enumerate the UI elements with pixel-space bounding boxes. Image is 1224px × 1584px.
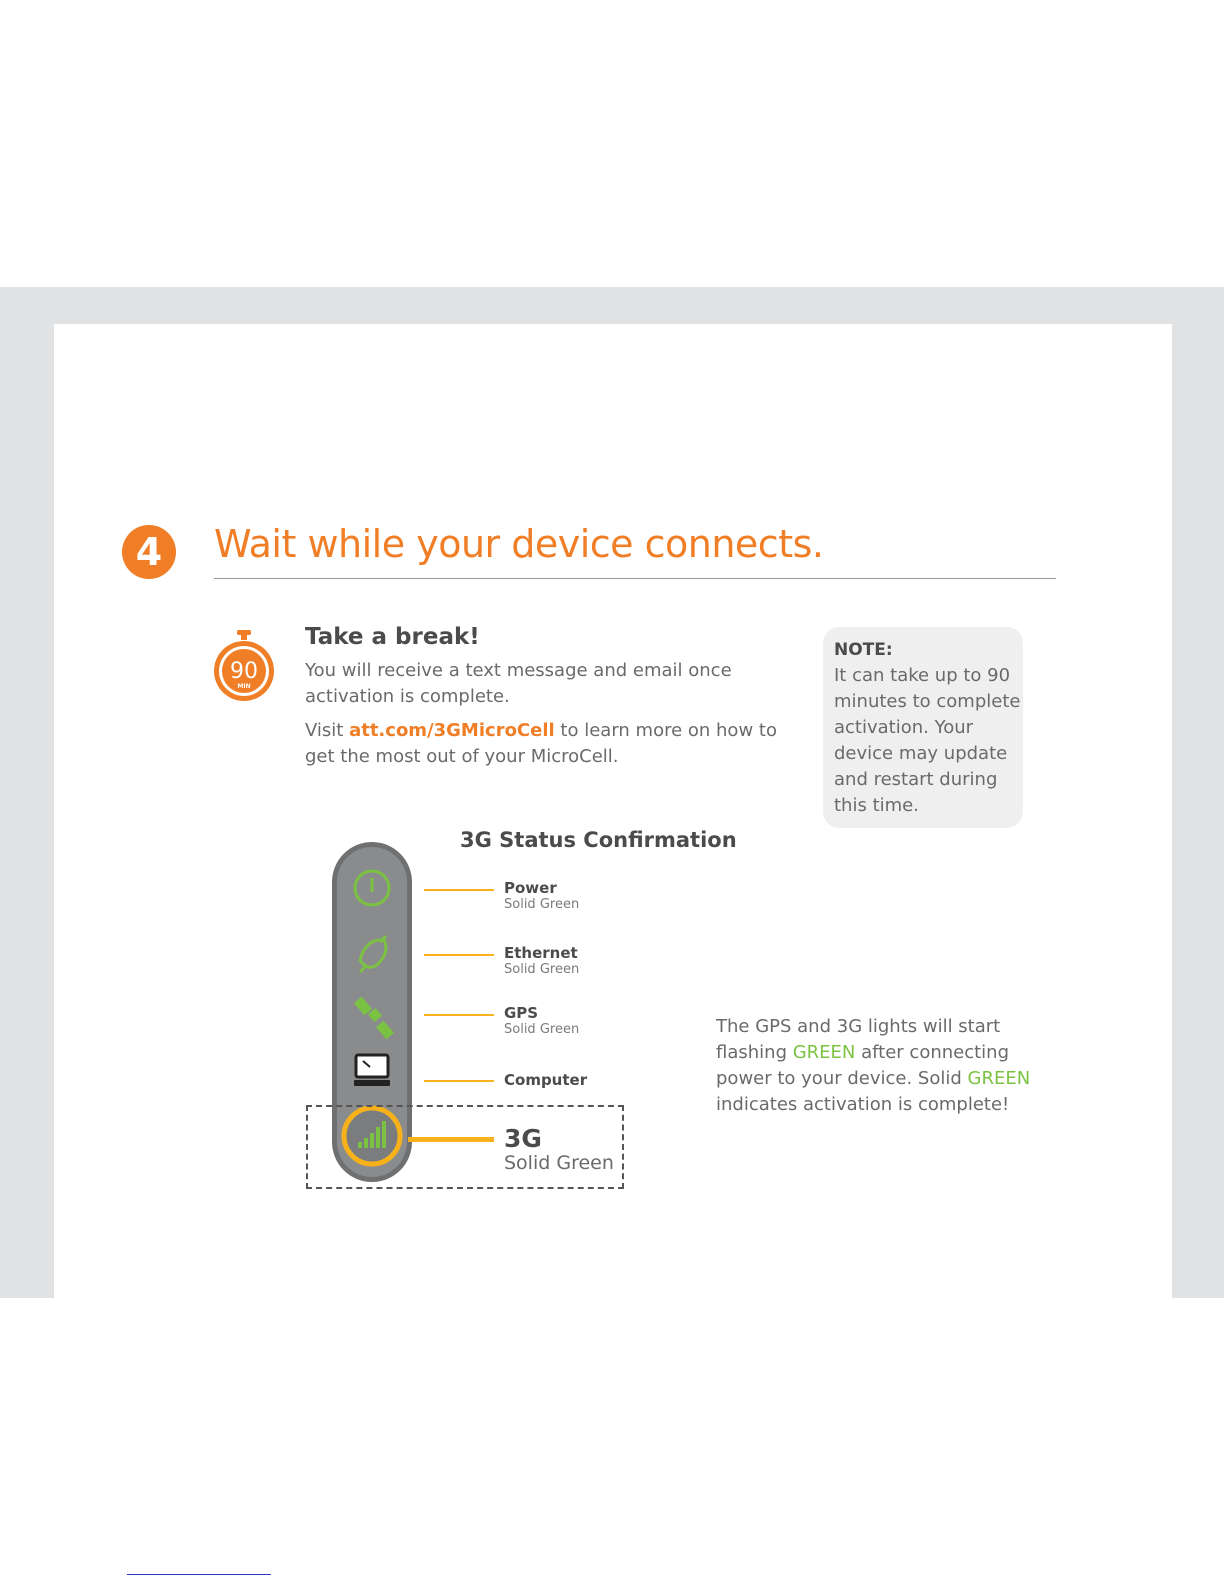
note-line: this time. [834, 795, 919, 816]
green-word: GREEN [967, 1068, 1031, 1089]
green-word: GREEN [792, 1042, 856, 1063]
title-divider [214, 578, 1056, 579]
microcell-link[interactable]: att.com/3GMicroCell [349, 720, 555, 741]
light-name: GPS [504, 1004, 539, 1022]
break-text-line: You will receive a text message and email once [305, 660, 732, 681]
light-name: Computer [504, 1071, 588, 1089]
note-line: device may update [834, 743, 1008, 764]
flash-note [716, 1014, 1030, 1118]
flash-line: indicates activation is complete! [716, 1094, 1010, 1115]
break-text-line: activation is complete. [305, 686, 510, 707]
note-line: and restart during [834, 769, 998, 790]
status-title: 3G Status Confirmation [460, 828, 737, 852]
break-text [305, 658, 732, 710]
note-text [834, 663, 1020, 819]
note-line: It can take up to 90 [834, 665, 1011, 686]
ethernet-lead-line [424, 954, 494, 956]
light-state: Solid Green [504, 962, 580, 977]
note-line: activation. Your [834, 717, 974, 738]
light-state: Solid Green [504, 1022, 580, 1037]
highlight-box [306, 1105, 624, 1189]
light-name: Power [504, 879, 557, 897]
3g-label: 3G [504, 1124, 542, 1153]
computer-label [504, 1072, 587, 1089]
stopwatch-icon [211, 630, 277, 704]
step-title: Wait while your device connects. [214, 522, 824, 566]
visit-text [305, 718, 777, 770]
power-label [504, 880, 579, 912]
3g-state: Solid Green [504, 1152, 614, 1174]
step-number-badge: 4 [122, 525, 176, 579]
break-title: Take a break! [305, 624, 480, 650]
power-lead-line [424, 889, 494, 891]
3g-lead-line [408, 1137, 494, 1142]
footnote-rule [127, 1574, 271, 1575]
light-name: Ethernet [504, 944, 578, 962]
note-label: NOTE: [834, 640, 893, 660]
light-state: Solid Green [504, 897, 580, 912]
note-line: minutes to complete [834, 691, 1021, 712]
gps-label [504, 1005, 579, 1037]
visit-suffix: to learn more on how to [554, 720, 777, 741]
computer-icon [354, 1055, 390, 1086]
flash-line-prefix: power to your device. Solid [716, 1068, 968, 1089]
gps-lead-line [424, 1014, 494, 1016]
flash-line: The GPS and 3G lights will start [716, 1016, 1001, 1037]
timer-value: 90 [230, 659, 258, 684]
flash-line-prefix: flashing [716, 1042, 793, 1063]
flash-line-suffix: after connecting [855, 1042, 1010, 1063]
computer-lead-line [424, 1080, 494, 1082]
timer-unit: MIN [237, 683, 251, 690]
visit-line-2: get the most out of your MicroCell. [305, 746, 619, 767]
ethernet-label [504, 945, 579, 977]
visit-prefix: Visit [305, 720, 350, 741]
